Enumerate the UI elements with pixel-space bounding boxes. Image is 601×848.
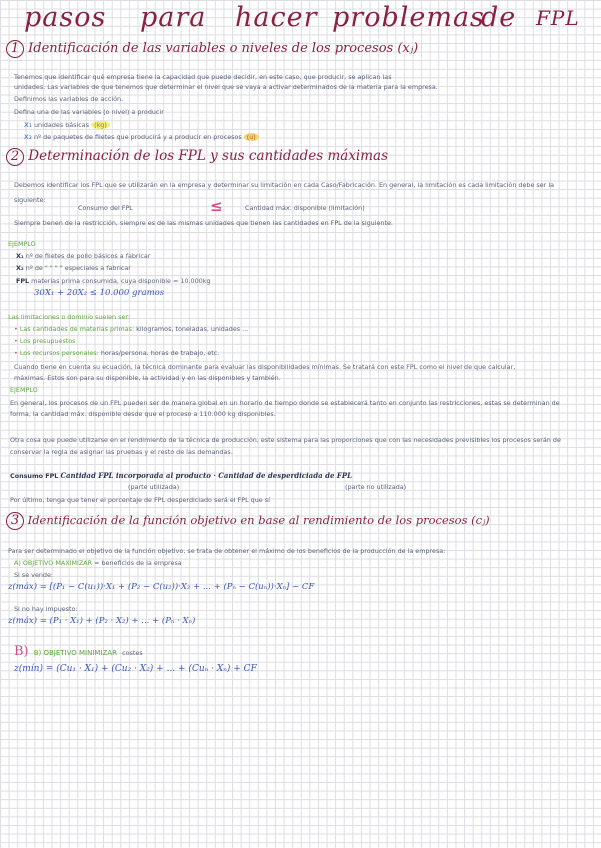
section-1-x1 (24, 120, 110, 130)
example-var-x2: X₂ (16, 264, 24, 272)
section-1-text-2: unidades. Las variables de que tenemos que determinar el nivel que se vaya a activar determinados de la materia para la empresa. (14, 83, 438, 91)
example-line-3 (16, 276, 211, 286)
x2-label: x₂ (24, 132, 32, 141)
objective-max-formula: z(máx) = [(P₁ − C(u₁))·X₁ + (P₂ − C(u₂))·X₂ + ... + (Pₙ − C(uₙ))·Xₙ] − CF (8, 582, 315, 592)
example-text-fpl: materias prima consumida, cuya disponible = 10.000kg (31, 277, 211, 285)
consumption-label: Consumo FPL (10, 472, 59, 480)
objective-min-text: costes (122, 649, 143, 657)
limitation-2-title: Los presupuestos (19, 337, 76, 345)
x1-text: unidades básicas (34, 121, 90, 129)
section-2-text-9: conservar la regla de asignar las pruebas y el resto de las demandas. (10, 448, 233, 456)
objective-min-line: B) B) OBJETIVO MINIMIZAR costes (14, 644, 143, 659)
inequality-left: Consumo del FPL (78, 204, 133, 212)
section-3-heading (6, 512, 490, 530)
section-2-heading (6, 148, 388, 166)
objective-min-label: B) OBJETIVO MINIMIZAR (33, 649, 117, 657)
objective-max-label: A) OBJETIVO MAXIMIZAR (14, 559, 93, 567)
limitation-1-text: kilogramos, toneladas, unidades ... (136, 325, 249, 333)
limitations-label: Las limitaciones o dominio suelen ser: (8, 313, 131, 321)
title-word-5: de (481, 2, 517, 33)
example-2-label: EJEMPLO (10, 386, 38, 394)
title-word-1: pasos (24, 2, 107, 33)
example-line-2 (16, 263, 131, 273)
x1-badge: (kg) (91, 121, 110, 129)
example-formula: 30X₁ + 20X₂ ≤ 10.000 gramos (34, 288, 165, 298)
x1-label: x₁ (24, 120, 32, 129)
section-2-title: Determinación de los FPL y sus cantidades máximas (28, 148, 389, 164)
objective-min-formula: z(mín) = (Cu₁ · X₁) + (Cu₂ · X₂) + ... + (Cuₙ · Xₙ) + CF (14, 664, 257, 674)
section-1-text-4: Defina una de las variables (o nivel) a producir (14, 108, 164, 116)
consumption-formula: Cantidad FPL incorporada al producto · Cantidad de desperdiciada de FPL (60, 471, 353, 480)
section-1-heading (6, 40, 418, 58)
section-3-number: 3 (6, 512, 24, 530)
section-3-title: Identificación de la función objetivo en base al rendimiento de los procesos (cⱼ) (27, 513, 490, 527)
section-2-text-2: siguiente: (14, 196, 46, 204)
inequality-right: Cantidad máx. disponible (limitación) (245, 204, 365, 212)
section-2-text-10: Por último, tenga que tener el porcentaje de FPL desperdiciado será el FPL que sí (10, 496, 270, 504)
x2-badge: (u) (244, 133, 259, 141)
title-word-2: para (140, 2, 207, 33)
x2-text: nº de paquetes de filetes que producirá y a producir en procesos (34, 133, 242, 141)
consumption-sub-2: (parte no utilizada) (345, 483, 407, 491)
section-2-text-1: Debemos identificar los FPL que se utilizarán en la empresa y determinar su limitación en cada Caso/Fabricación. En general, la limitación es cada limitación debe ser la (14, 181, 555, 189)
example-label: EJEMPLO (8, 240, 36, 248)
title-word-4: problemas (332, 2, 485, 33)
section-2-text-5: máximas. Estos son para su disponible, la actividad y en las disponibles y también. (14, 374, 281, 382)
section-2-text-6: En general, los procesos de un FPL pueden ser de manera global en un horario de tiempo donde se establecerá tanto en conjunto las restricciones, estas se determinan de (10, 399, 560, 407)
example-line-1 (16, 251, 150, 261)
section-1-title: Identificación de las variables o niveles de los procesos (xⱼ) (28, 41, 419, 56)
section-2-text-4: Cuando tiene en cuenta su ecuación, la técnica dominante para evaluar las disponibilidades mínimas. Se tratará con este FPL como el nivel de que calcular, (14, 363, 516, 371)
limitation-bullet-2: • Los presupuestos (14, 337, 76, 345)
limitation-3-title: Los recursos personales: (19, 349, 99, 357)
example-var-x1: X₁ (16, 252, 24, 260)
objective-max-sub-2: Si no hay impuesto: (14, 605, 78, 613)
objective-max-formula-2: z(máx) = (P₁ · X₁) + (P₂ · X₂) + ... + (Pₙ · Xₙ) (8, 616, 196, 626)
section-1-text-1: Tenemos que identificar qué empresa tiene la capacidad que puede decidir, en este caso, que producir, se aplican las (14, 73, 392, 81)
section-1-text-3: Definimos las variables de acción. (14, 95, 124, 103)
objective-max-text: = beneficios de la empresa (94, 559, 182, 567)
section-2-text-3: Siempre tienen de la restricción, siempre es de las mismas unidades que tienen las cantidades en FPL de la siguiente. (14, 219, 393, 227)
consumption-sub-1: (parte utilizada) (128, 483, 180, 491)
limitation-1-title: Las cantidades de materias primas: (19, 325, 135, 333)
title-word-3: hacer (235, 2, 318, 33)
section-2-text-7: forma, la cantidad máx. disponible desde que el proceso a 110.000 kg disponibles. (10, 410, 276, 418)
title-word-6: FPL (536, 6, 580, 30)
example-text-x1: nº de filetes de pollo básicos a fabricar (25, 252, 151, 260)
consumption-formula-line (10, 471, 352, 481)
section-2-number: 2 (6, 148, 24, 166)
section-1-number: 1 (6, 40, 24, 58)
section-3-text-1: Para ser determinado el objetivo de la función objetivo, se trata de obtener el máximo de los beneficios de la producción de la empresa: (8, 547, 446, 555)
objective-max-sub: Si se vende: (14, 571, 54, 579)
example-var-fpl: FPL (16, 277, 30, 285)
inequality-sign: ≤ (210, 197, 223, 215)
limitation-bullet-1: • Las cantidades de materias primas: kilogramos, toneladas, unidades ... (14, 325, 249, 333)
example-text-x2: nº de " " " " especiales a fabricar (25, 264, 131, 272)
limitation-bullet-3: • Los recursos personales: horas/persona, horas de trabajo, etc. (14, 349, 220, 357)
section-2-text-8: Otra cosa que puede utilizarse en el rendimiento de la técnica de producción, este sistema para las proporciones que con las necesidades previsibles los procesos serán de (10, 436, 561, 444)
limitation-3-text: horas/persona, horas de trabajo, etc. (100, 349, 220, 357)
objective-max-line (14, 558, 182, 568)
section-1-x2 (24, 132, 259, 142)
